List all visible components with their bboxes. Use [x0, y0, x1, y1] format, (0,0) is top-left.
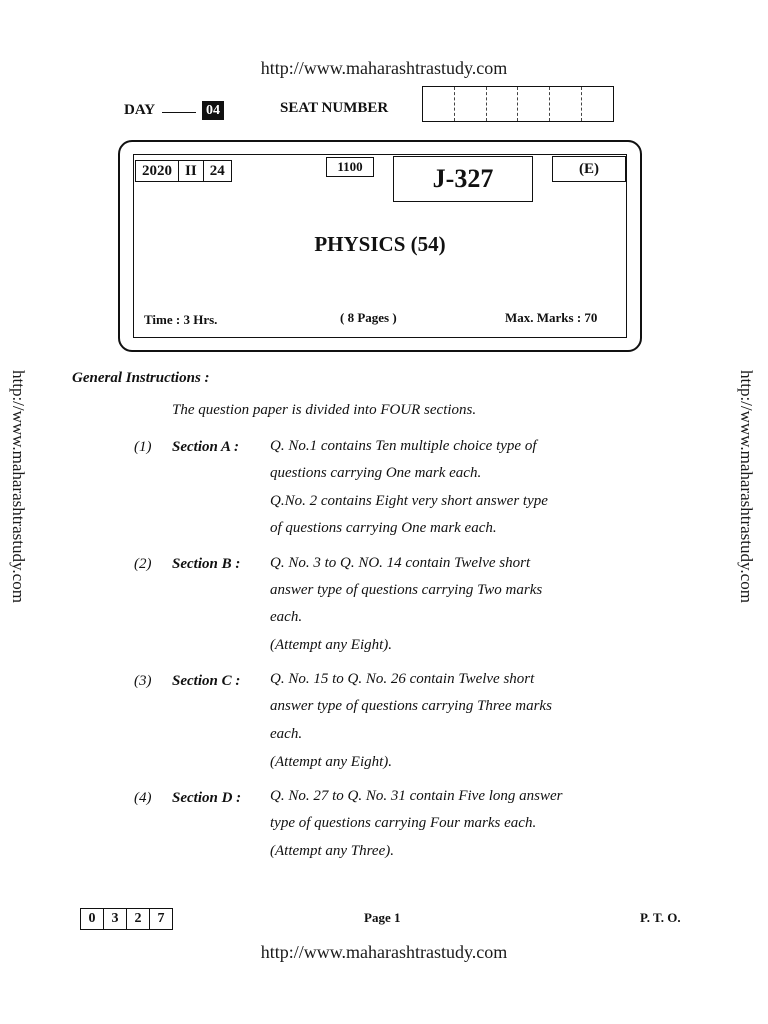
language-code: (E): [552, 156, 626, 182]
website-url-top[interactable]: http://www.maharashtrastudy.com: [260, 58, 508, 78]
section-c-number: (3): [134, 673, 152, 689]
seat-number-cell: [582, 87, 613, 121]
section-c-line: (Attempt any Eight).: [270, 754, 393, 770]
exam-duration: Time : 3 Hrs.: [144, 312, 218, 327]
seat-number-cell: [550, 87, 582, 121]
section-b-line: (Attempt any Eight).: [270, 637, 393, 653]
website-url-right-margin: http://www.maharashtrastudy.com: [737, 370, 756, 603]
day-label: DAY: [124, 102, 156, 118]
section-d-line: (Attempt any Three).: [270, 843, 394, 859]
subject-title: PHYSICS (54): [314, 232, 446, 256]
website-url-bottom[interactable]: http://www.maharashtrastudy.com: [260, 942, 508, 962]
seat-number-cell: [487, 87, 519, 121]
exam-day: 24: [209, 163, 225, 179]
section-c-line: answer type of questions carrying Three marks: [270, 698, 552, 714]
paper-code-digit: 2: [127, 909, 150, 929]
page-number: Page 1: [364, 910, 401, 925]
section-b-line: each.: [270, 609, 303, 625]
section-a-line: questions carrying One mark each.: [270, 465, 482, 481]
section-a-line: of questions carrying One mark each.: [270, 520, 497, 536]
section-b-number: (2): [134, 556, 152, 572]
paper-code-digit: 0: [81, 909, 104, 929]
section-c-line: Q. No. 15 to Q. No. 26 contain Twelve short: [270, 671, 535, 687]
please-turn-over: P. T. O.: [640, 910, 681, 925]
seat-number-cell: [518, 87, 550, 121]
section-a-line: Q. No.1 contains Ten multiple choice type of: [270, 438, 537, 454]
section-a-line: Q.No. 2 contains Eight very short answer type: [270, 493, 548, 509]
exam-year: 2020: [136, 161, 179, 181]
instructions-heading: General Instructions :: [72, 370, 210, 386]
max-marks: Max. Marks : 70: [505, 310, 598, 325]
section-b-line: Q. No. 3 to Q. NO. 14 contain Twelve short: [270, 555, 531, 571]
paper-code-boxes: [80, 908, 173, 930]
website-url-left-margin: http://www.maharashtrastudy.com: [9, 370, 28, 603]
seat-number-cell: [423, 87, 455, 121]
seat-number-cell: [455, 87, 487, 121]
exam-date-strip: [135, 160, 232, 182]
seat-number-label: SEAT NUMBER: [280, 100, 389, 116]
exam-time-code: 1100: [326, 157, 374, 177]
section-c-label: Section C :: [172, 673, 241, 689]
paper-code: J-327: [393, 156, 533, 202]
section-a-number: (1): [134, 439, 152, 455]
page-count: ( 8 Pages ): [340, 310, 397, 325]
day-divider-line: [162, 112, 196, 113]
section-d-line: type of questions carrying Four marks each.: [270, 815, 537, 831]
instructions-intro: The question paper is divided into FOUR sections.: [172, 402, 477, 418]
section-d-line: Q. No. 27 to Q. No. 31 contain Five long answer: [270, 788, 563, 804]
exam-month: II: [179, 161, 204, 181]
day-value: 04: [202, 101, 224, 120]
section-b-line: answer type of questions carrying Two marks: [270, 582, 543, 598]
section-d-label: Section D :: [172, 790, 242, 806]
paper-code-digit: 7: [157, 911, 165, 926]
section-c-line: each.: [270, 726, 303, 742]
section-b-label: Section B :: [172, 556, 241, 572]
seat-number-boxes: [422, 86, 614, 122]
paper-code-digit: 3: [104, 909, 127, 929]
section-d-number: (4): [134, 790, 152, 806]
section-a-label: Section A :: [172, 439, 239, 455]
